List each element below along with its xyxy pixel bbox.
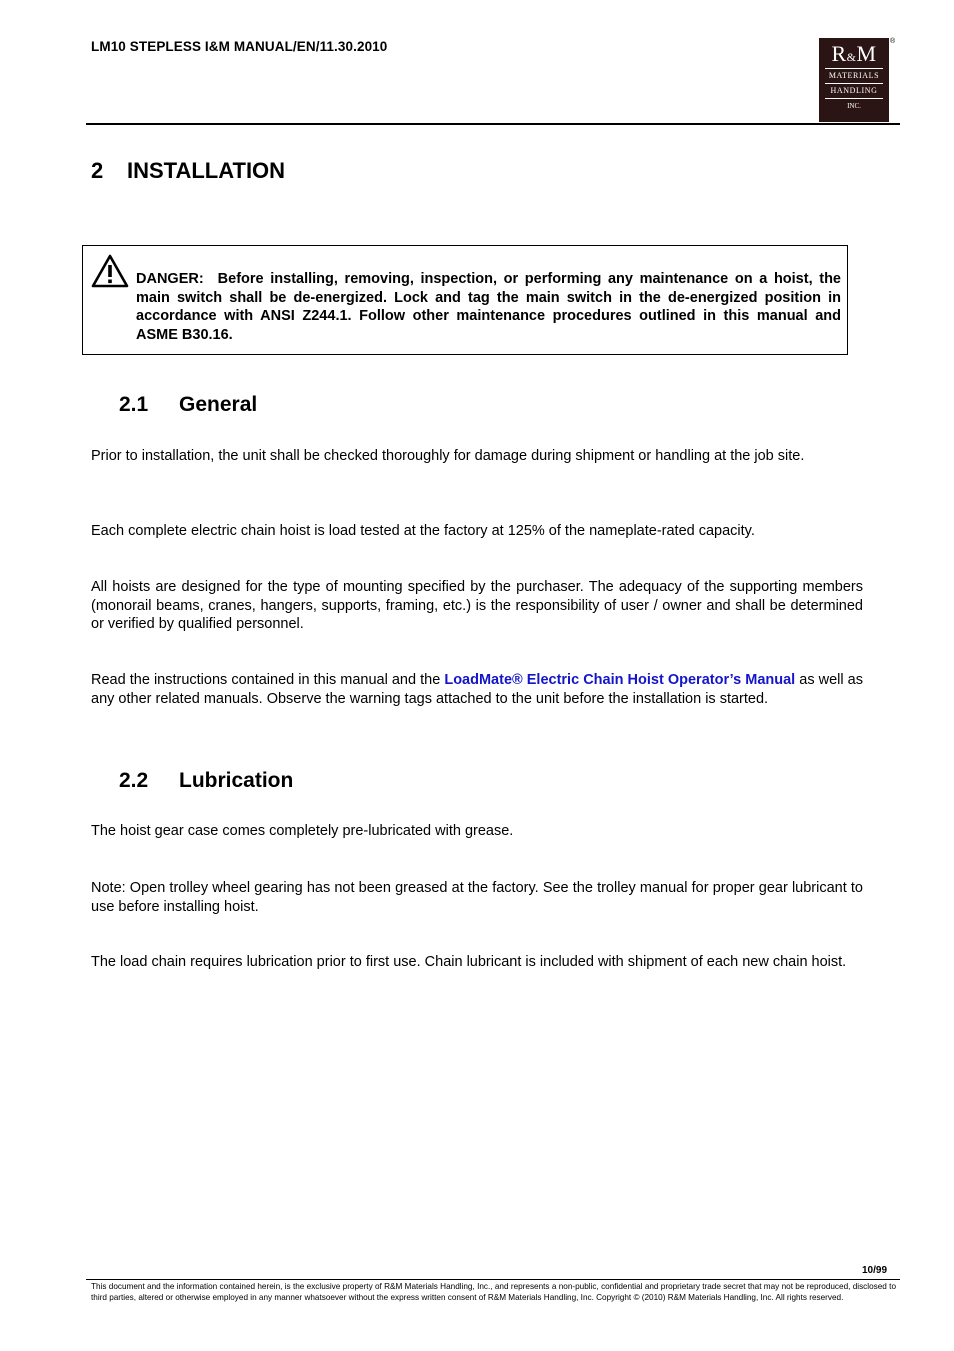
document-header-title: LM10 STEPLESS I&M MANUAL/EN/11.30.2010 [91,39,388,54]
section-heading [91,158,285,184]
warning-triangle-icon [91,254,129,288]
subsection-number: 2.1 [119,393,149,416]
logo-monogram: R&M [831,41,877,66]
confidentiality-notice: This document and the information contained herein, is the exclusive property of R&M Materials Handling, Inc., and represents a non-public, confidential and proprietary trade secret that may not be reproduced, disclosed to third parties, altered or otherwise employed in any manner whatsoever without the express written consent of R&M Materials Handling, Inc. Copyright © (2010) R&M Materials Handling, Inc. All rights reserved. [91,1282,896,1302]
danger-label: DANGER: [136,271,204,287]
subsection-title: General [179,393,258,416]
danger-text [136,270,841,344]
danger-notice [82,245,848,355]
danger-message: Before installing, removing, inspection, or performing any maintenance on a hoist, the main switch shall be de-energized. Lock and tag the main switch in the de-energized position in accordance with ANSI Z244.1. Follow other maintenance procedures outlined in this manual and ASME B30.16. [136,271,841,343]
paragraph: The hoist gear case comes completely pre-lubricated with grease. [91,823,514,839]
logo-line-handling: HANDLING [830,86,878,95]
operators-manual-link[interactable]: LoadMate® Electric Chain Hoist Operator’s Manual [444,672,796,688]
subsection-heading-lubrication [119,769,293,793]
paragraph: All hoists are designed for the type of mounting specified by the purchaser. The adequacy of the supporting members (monorail beams, cranes, hangers, supports, framing, etc.) is the responsibility of user / owner and shall be determined or verified by qualified personnel. [91,579,863,633]
subsection-title: Lubrication [179,769,294,792]
paragraph: The load chain requires lubrication prior to first use. Chain lubricant is included with shipment of each new chain hoist. [91,954,847,970]
paragraph: Read the instructions contained in this manual and the LoadMate® Electric Chain Hoist Operator’s Manual as well as any other related manuals. Observe the warning tags attached to the unit before the installation is started. [91,672,863,707]
subsection-number: 2.2 [119,769,149,792]
company-logo [819,38,889,122]
subsection-heading-general [119,393,257,417]
registered-mark: ® [890,38,896,45]
page-number: 10/99 [862,1265,888,1276]
logo-line-materials: MATERIALS [828,71,880,80]
paragraph: Prior to installation, the unit shall be checked thoroughly for damage during shipment or handling at the job site. [91,448,805,464]
footer-divider [86,1279,900,1280]
paragraph: Note: Open trolley wheel gearing has not been greased at the factory. See the trolley manual for proper gear lubricant to use before installing hoist. [91,880,863,915]
section-title: INSTALLATION [127,158,286,183]
paragraph: Each complete electric chain hoist is load tested at the factory at 125% of the nameplate-rated capacity. [91,523,755,539]
header-divider [86,123,900,125]
logo-line-inc: INC. [847,102,861,110]
section-number: 2 [91,158,104,183]
